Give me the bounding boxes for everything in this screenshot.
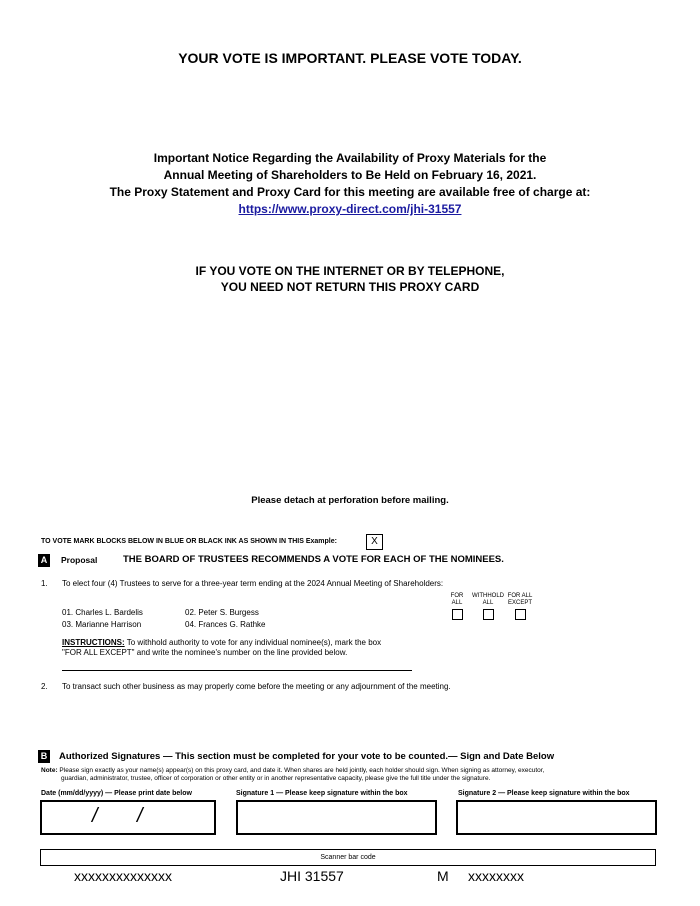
nominee-01: 01. Charles L. Bardelis bbox=[62, 608, 143, 617]
headline: YOUR VOTE IS IMPORTANT. PLEASE VOTE TODAY. bbox=[178, 50, 522, 66]
date-slash-1: / bbox=[92, 805, 98, 827]
signature-1-label: Signature 1 — Please keep signature within the box bbox=[236, 790, 408, 797]
footer-code-3: M bbox=[437, 868, 449, 884]
instructions-text-2: "FOR ALL EXCEPT" and write the nominee's number on the line provided below. bbox=[62, 648, 348, 657]
date-field[interactable] bbox=[40, 800, 216, 835]
column-for-all-line1: FOR bbox=[450, 593, 464, 599]
nominee-04: 04. Frances G. Rathke bbox=[185, 620, 266, 629]
note-label: Note: bbox=[41, 767, 58, 774]
item-1-number: 1. bbox=[41, 579, 48, 588]
nominee-03: 03. Marianne Harrison bbox=[62, 620, 142, 629]
date-label: Date (mm/dd/yyyy) — Please print date below bbox=[41, 790, 192, 797]
proxy-materials-link[interactable]: https://www.proxy-direct.com/jhi-31557 bbox=[238, 202, 462, 216]
nominee-exception-line[interactable] bbox=[62, 670, 412, 671]
proposal-label: Proposal bbox=[61, 555, 98, 565]
withhold-all-checkbox[interactable] bbox=[483, 609, 494, 620]
internet-notice-line-1: IF YOU VOTE ON THE INTERNET OR BY TELEPHONE, bbox=[195, 264, 505, 278]
scanner-bar-code: Scanner bar code bbox=[40, 849, 656, 866]
board-recommendation: THE BOARD OF TRUSTEES RECOMMENDS A VOTE FOR EACH OF THE NOMINEES. bbox=[123, 554, 504, 565]
column-for-all-line2: ALL bbox=[451, 600, 463, 606]
footer-code-1: xxxxxxxxxxxxxx bbox=[74, 868, 172, 884]
signature-2-field[interactable] bbox=[456, 800, 657, 835]
nominee-02: 02. Peter S. Burgess bbox=[185, 608, 259, 617]
example-mark-box: X bbox=[366, 534, 383, 550]
note-text-2: guardian, administrator, trustee, officer of corporation or other entity or in another representative capacity, please give the full title under the signature. bbox=[61, 775, 491, 782]
internet-vote-notice bbox=[0, 263, 700, 295]
item-1-text: To elect four (4) Trustees to serve for a three-year term ending at the 2024 Annual Meeting of Shareholders: bbox=[62, 579, 444, 588]
signature-2-label: Signature 2 — Please keep signature within the box bbox=[458, 790, 630, 797]
date-slash-2: / bbox=[137, 805, 143, 827]
section-b-badge: B bbox=[38, 750, 50, 763]
column-withhold-line2: ALL bbox=[482, 600, 494, 606]
footer-code-4: xxxxxxxx bbox=[468, 868, 524, 884]
notice-line-1: Important Notice Regarding the Availability of Proxy Materials for the bbox=[153, 151, 547, 165]
column-except-line2: EXCEPT bbox=[507, 600, 532, 606]
signature-note bbox=[41, 767, 641, 783]
signature-1-field[interactable] bbox=[236, 800, 437, 835]
for-all-except-checkbox[interactable] bbox=[515, 609, 526, 620]
example-instruction: TO VOTE MARK BLOCKS BELOW IN BLUE OR BLACK INK AS SHOWN IN THIS Example: bbox=[41, 538, 337, 545]
column-withhold-line1: WITHHOLD bbox=[472, 593, 504, 599]
for-all-checkbox[interactable] bbox=[452, 609, 463, 620]
item-2-number: 2. bbox=[41, 682, 48, 691]
instructions-label: INSTRUCTIONS: bbox=[62, 638, 125, 647]
detach-instruction: Please detach at perforation before mailing. bbox=[251, 495, 449, 506]
footer-code-2: JHI 31557 bbox=[280, 868, 344, 884]
section-a-badge: A bbox=[38, 554, 50, 567]
item-2-text: To transact such other business as may properly come before the meeting or any adjournment of the meeting. bbox=[62, 682, 451, 691]
column-except-line1: FOR ALL bbox=[507, 593, 533, 599]
instructions-text: To withhold authority to vote for any individual nominee(s), mark the box bbox=[126, 638, 382, 647]
notice-line-2: Annual Meeting of Shareholders to Be Held on February 16, 2021. bbox=[163, 168, 537, 182]
availability-notice bbox=[0, 150, 700, 218]
note-text: Please sign exactly as your name(s) appear(s) on this proxy card, and date it. When shares are held jointly, each holder should sign. When signing as attorney, executor, bbox=[59, 767, 545, 774]
column-for-all bbox=[441, 593, 473, 607]
withhold-instructions bbox=[62, 638, 422, 658]
column-for-all-except bbox=[504, 593, 536, 607]
internet-notice-line-2: YOU NEED NOT RETURN THIS PROXY CARD bbox=[220, 280, 480, 294]
authorized-signatures-title: Authorized Signatures — This section must be completed for your vote to be counted.— Sign and Date Below bbox=[59, 751, 555, 762]
column-withhold-all bbox=[472, 593, 504, 607]
notice-line-3: The Proxy Statement and Proxy Card for this meeting are available free of charge at: bbox=[109, 185, 591, 199]
